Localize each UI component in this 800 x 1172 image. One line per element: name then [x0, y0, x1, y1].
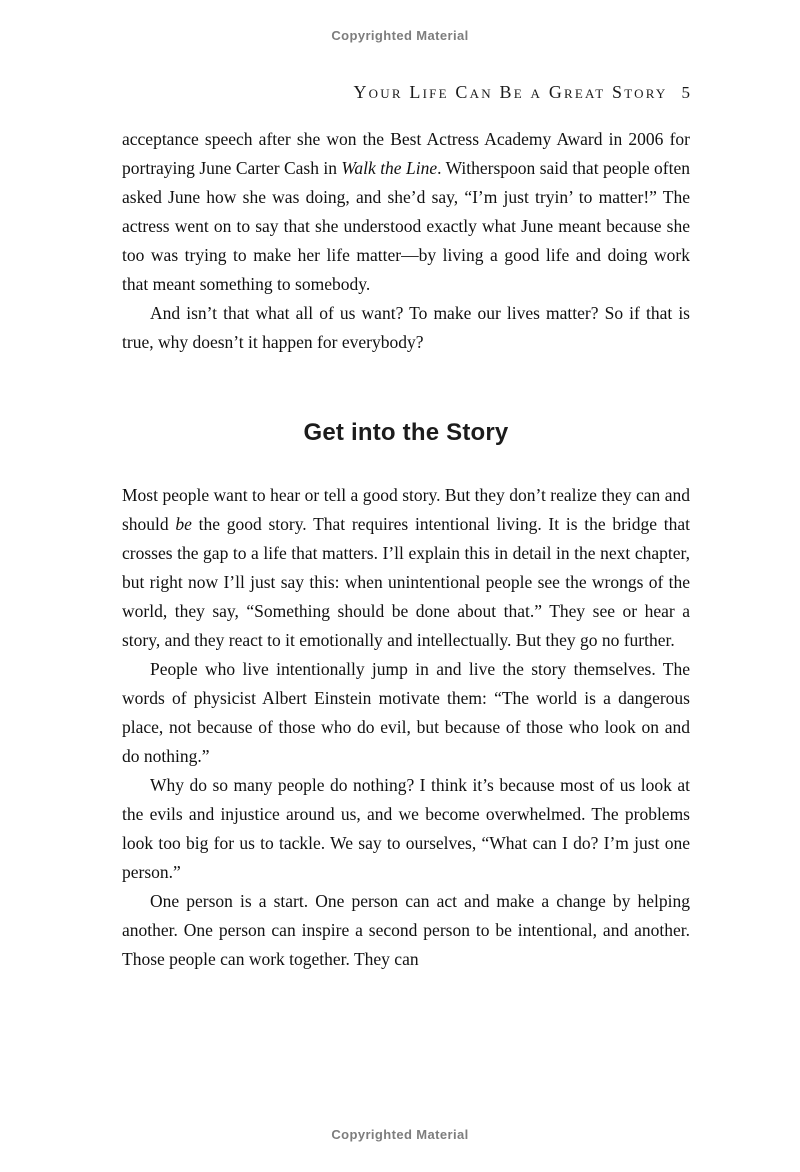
body-paragraph — [122, 655, 690, 771]
body-paragraph — [122, 299, 690, 357]
running-header — [122, 82, 690, 103]
paragraphs-before-heading — [122, 125, 690, 357]
text-run: Why do so many people do nothing? I think it’s because most of us look at the evils and injustice around us, and we become overwhelmed. The problems look too big for us to tackle. We say to ourselves, “What can I do? I’m just one person.” — [122, 775, 690, 882]
running-header-title: Your Life Can Be a Great Story — [353, 82, 668, 102]
page-number: 5 — [681, 83, 690, 102]
text-run: Most people want to hear or tell a good story. But they don’t realize they can and should — [122, 485, 690, 534]
body-paragraph — [122, 887, 690, 974]
text-run: And isn’t that what all of us want? To make our lives matter? So if that is true, why doesn’t it happen for everybody? — [122, 303, 690, 352]
body-paragraph — [122, 125, 690, 299]
italic-text: Walk the Line — [341, 158, 438, 178]
page-content — [122, 0, 690, 974]
copyright-notice-top: Copyrighted Material — [331, 28, 469, 43]
copyright-notice-bottom: Copyrighted Material — [331, 1127, 469, 1142]
section-heading: Get into the Story — [303, 419, 509, 446]
paragraphs-after-heading — [122, 481, 690, 974]
body-paragraph — [122, 771, 690, 887]
text-run: People who live intentionally jump in and live the story themselves. The words of physicist Albert Einstein motivate them: “The world is a dangerous place, not because of those who do evil, but because of those who look on and do nothing.” — [122, 659, 690, 766]
text-run: the good story. That requires intentional living. It is the bridge that crosses the gap to a life that matters. I’ll explain this in detail in the next chapter, but right now I’ll just say this: when unintentional people see the wrongs of the world, they say, “Something should be done about that.” They see or hear a story, and they react to it emotionally and intellectually. But they go no further. — [122, 514, 690, 650]
text-run: One person is a start. One person can act and make a change by helping another. One person can inspire a second person to be intentional, and another. Those people can work together. They can — [122, 891, 690, 969]
text-run: . Witherspoon said that people often asked June how she was doing, and she’d say, “I’m just tryin’ to matter!” The actress went on to say that she understood exactly what June meant because she too was trying to make her life matter—by living a good life and doing work that meant something to somebody. — [122, 158, 691, 294]
text-run: acceptance speech after she won the Best Actress Academy Award in 2006 for portraying June Carter Cash in — [122, 129, 690, 178]
italic-text: be — [175, 514, 192, 534]
body-paragraph — [122, 481, 690, 655]
